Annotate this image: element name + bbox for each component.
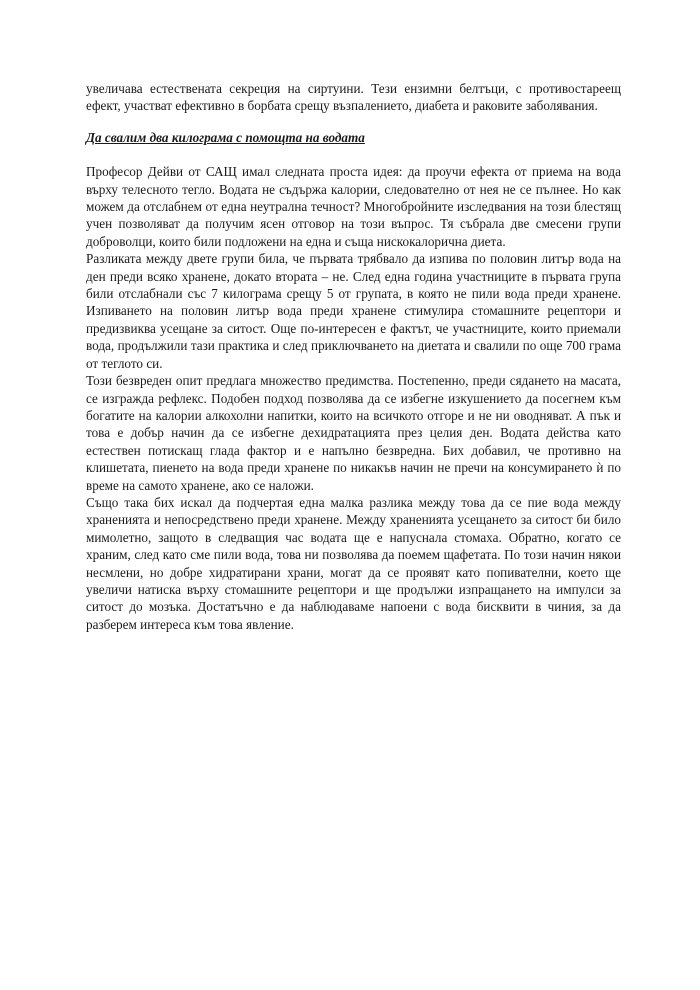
paragraph-professor-davy: Професор Дейви от САЩ имал следната проста идея: да проучи ефекта от приема на вода върху телесното тегло. Водата не съдържа калории, следователно от нея не се пълнее. Но как можем да отслабнем от една неутрална течност? Многобройните изследвания на този блестящ учен позволяват да получим ясен отговор на този въпрос. Тя събрала две смесени групи доброволци, които били подложени на една и съща нискокалорична диета. [86, 164, 621, 249]
paragraph-timing-difference: Също така бих искал да подчертая една малка разлика между това да се пие вода между храненията и непосредствено преди хранене. Между храненията усещането за ситост би било мимолетно, защото в следващия час водата ще е напуснала стомаха. Обратно, когато се храним, след като сме пили вода, това ни позволява да поемем щафетата. По този начин някои несмлени, но добре хидратирани храни, могат да се проявят като попивателни, което ще увеличи натиска върху стомашните рецептори и ще продължи изпращането на импулси за ситост до мозъка. Достатъчно е да наблюдаваме напоени с вода бисквити в чиния, за да разберем интереса към това явление. [86, 494, 621, 632]
paragraph-intro: увеличава естествената секреция на сиртуини. Тези ензимни белтъци, с противостареещ ефект, участват ефективно в борбата срещу възпалението, диабета и раковите заболявания. [86, 81, 621, 114]
paragraph-advantages: Този безвреден опит предлага множество предимства. Постепенно, преди сядането на масата, се изгражда рефлекс. Подобен подход позволява да се избегне изкушението да посегнем към богатите на калории алкохолни напитки, които на всичкото отгоре и не ни оводняват. А пък и това е добър начин да се избегне дехидратацията през целия ден. Водата действа като естествен потискащ глада фактор и е напълно безвредна. Бих добавил, че противно на клишетата, пиенето на вода преди хранене по никакъв начин не пречи на консумирането ѝ по време на самото хранене, ако се наложи. [86, 373, 621, 493]
document-body [86, 80, 621, 633]
section-heading: Да свалим два килограма с помощта на водата [86, 129, 365, 145]
paragraph-group-difference: Разликата между двете групи била, че първата трябвало да изпива по половин литър вода на ден преди всяко хранене, докато втората – не. След една година участниците в първата група били отслабнали със 7 килограма срещу 5 от групата, в която не пили вода преди хранене. Изпиването на половин литър вода преди хранене стимулира стомашните рецептори и предизвиква усещане за ситост. Още по-интересен е фактът, че участниците, които приемали вода, продължили тази практика и след приключването на диетата и свалили по още 700 грама от теглото си. [86, 251, 621, 371]
